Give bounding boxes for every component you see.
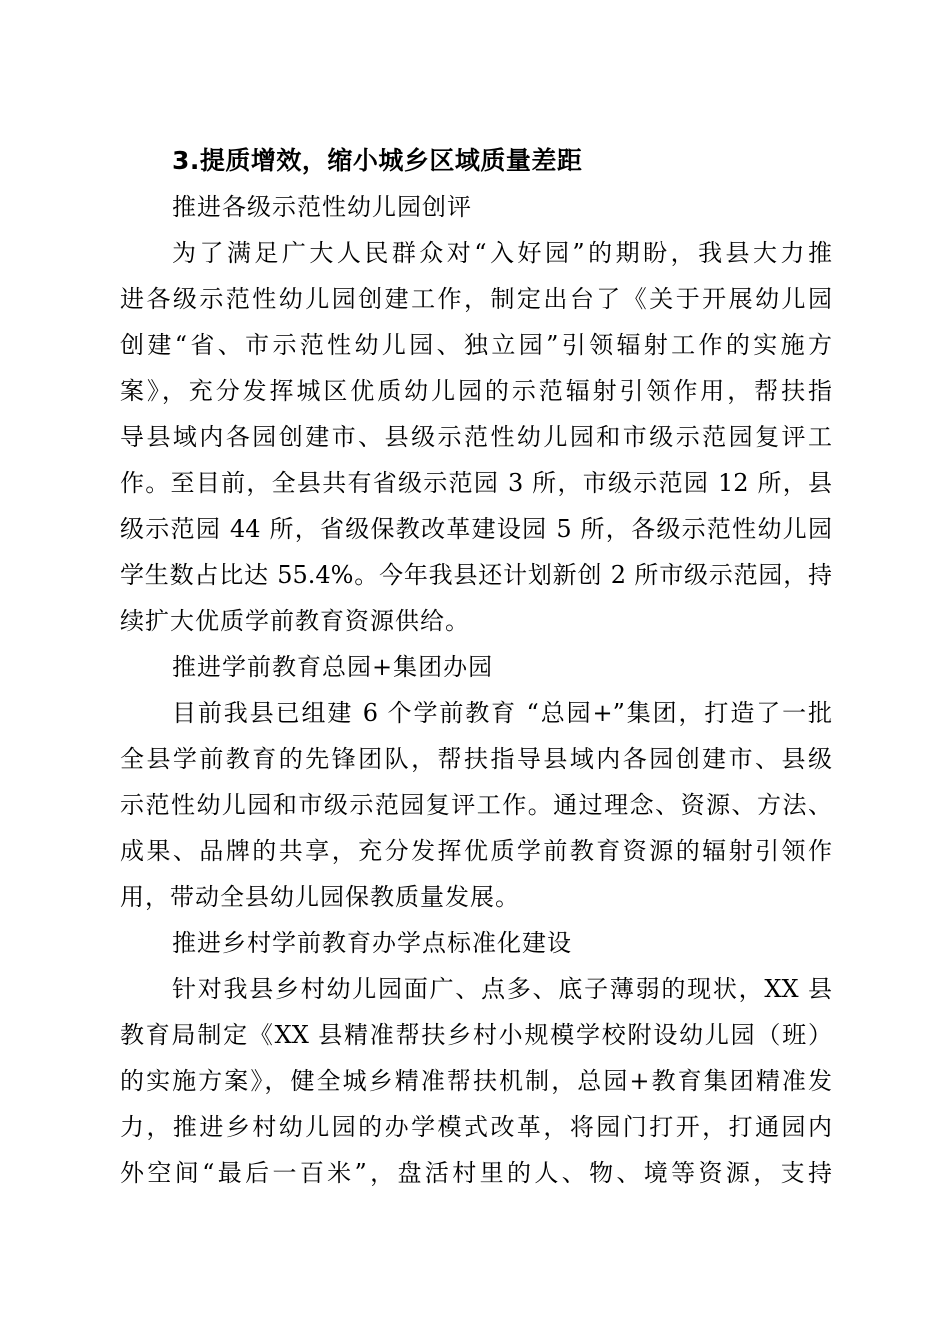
document-body — [120, 138, 832, 1196]
paragraph-line: 用，带动全县幼儿园保教质量发展。 — [120, 883, 520, 911]
subsection-title-rural-standardization: 推进乡村学前教育办学点标准化建设 — [172, 929, 572, 957]
paragraph-line: 外空间“最后一百米”，盘活村里的人、物、境等资源，支持 — [120, 1159, 832, 1187]
paragraph-line: 续扩大优质学前教育资源供给。 — [120, 607, 470, 635]
paragraph-demonstration-kindergartens — [120, 230, 832, 644]
paragraph-line: 教育局制定《XX 县精准帮扶乡村小规模学校附设幼儿园（班） — [120, 1021, 832, 1049]
paragraph-line: 级示范园 44 所，省级保教改革建设园 5 所，各级示范性幼儿园 — [120, 515, 832, 543]
paragraph-line: 导县域内各园创建市、县级示范性幼儿园和市级示范园复评工 — [120, 423, 832, 451]
paragraph-line: 示范性幼儿园和市级示范园复评工作。通过理念、资源、方法、 — [120, 791, 832, 819]
paragraph-rural-standardization — [120, 966, 832, 1196]
paragraph-line: 的实施方案》，健全城乡精准帮扶机制，总园+教育集团精准发 — [120, 1067, 832, 1095]
paragraph-line: 案》，充分发挥城区优质幼儿园的示范辐射引领作用，帮扶指 — [120, 377, 832, 405]
paragraph-line: 为了满足广大人民群众对“入好园”的期盼，我县大力推 — [172, 239, 832, 267]
paragraph-line: 针对我县乡村幼儿园面广、点多、底子薄弱的现状，XX 县 — [172, 975, 832, 1003]
paragraph-line: 学生数占比达 55.4%。今年我县还计划新创 2 所市级示范园，持 — [120, 561, 832, 589]
paragraph-line: 成果、品牌的共享，充分发挥优质学前教育资源的辐射引领作 — [120, 837, 832, 865]
paragraph-line: 进各级示范性幼儿园创建工作，制定出台了《关于开展幼儿园 — [120, 285, 832, 313]
subsection-title-demonstration-kindergartens: 推进各级示范性幼儿园创评 — [172, 193, 472, 221]
paragraph-line: 作。至目前，全县共有省级示范园 3 所，市级示范园 12 所，县 — [120, 469, 832, 497]
paragraph-line: 力，推进乡村幼儿园的办学模式改革，将园门打开，打通园内 — [120, 1113, 832, 1141]
section-heading: 3.提质增效，缩小城乡区域质量差距 — [172, 146, 583, 175]
paragraph-line: 目前我县已组建 6 个学前教育 “总园+”集团，打造了一批 — [172, 699, 832, 727]
paragraph-line: 全县学前教育的先锋团队，帮扶指导县域内各园创建市、县级 — [120, 745, 832, 773]
paragraph-line: 创建“省、市示范性幼儿园、独立园”引领辐射工作的实施方 — [120, 331, 832, 359]
subsection-title-group-kindergartens: 推进学前教育总园+集团办园 — [172, 653, 494, 681]
paragraph-group-kindergartens — [120, 690, 832, 920]
